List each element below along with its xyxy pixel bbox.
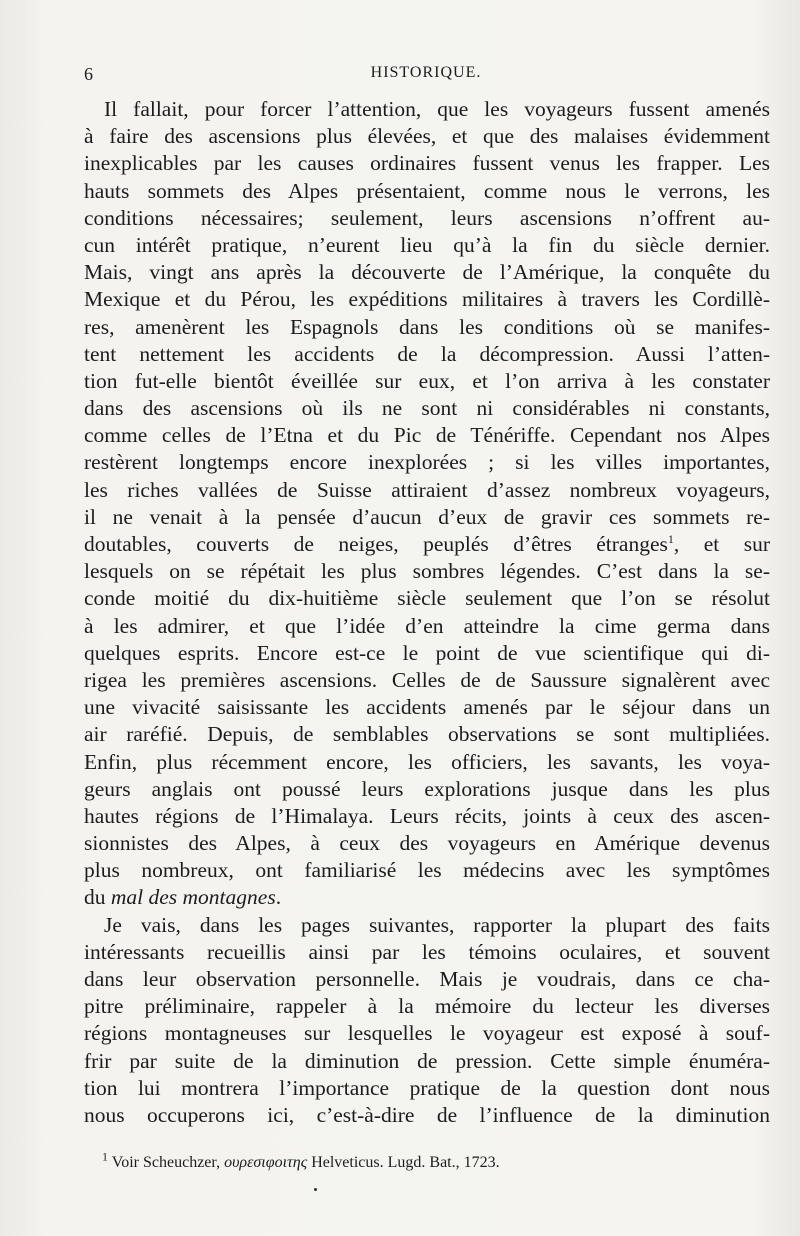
text-line: à faire des ascensions plus élevées, et que des malaises évidemment bbox=[84, 124, 770, 149]
text-line: comme celles de l’Etna et du Pic de Ténériffe. Cependant nos Alpes bbox=[84, 423, 770, 448]
footnote-text: Voir Scheuchzer, bbox=[111, 1154, 221, 1171]
text-line bbox=[84, 531, 770, 558]
text-line: sionnistes des Alpes, à ceux des voyageurs en Amérique devenus bbox=[84, 831, 770, 856]
text-line: tion fut-elle bientôt éveillée sur eux, et l’on arriva à les constater bbox=[84, 368, 770, 393]
footnote-greek-word: ουρεσιφοιτης bbox=[224, 1154, 308, 1171]
body-text bbox=[84, 96, 770, 1129]
running-head: HISTORIQUE. bbox=[370, 64, 482, 81]
text-line: à les admirer, et que l’idée d’en atteindre la cime germa dans bbox=[84, 613, 770, 638]
text-segment: . bbox=[275, 885, 282, 910]
text-line: les riches vallées de Suisse attiraient d’assez nombreux voyageurs, bbox=[84, 477, 770, 502]
text-line: res, amenèrent les Espagnols dans les conditions où se manifes- bbox=[84, 314, 770, 339]
text-line: régions montagneuses sur lesquelles le voyageur est exposé à souf- bbox=[84, 1021, 770, 1046]
text-line: Mexique et du Pérou, les expéditions militaires à travers les Cordillè- bbox=[84, 287, 770, 312]
text-line: nous occuperons ici, c’est-à-dire de l’influence de la diminution bbox=[84, 1102, 770, 1127]
text-segment: doutables, couverts de neiges, peuplés d’êtres étranges bbox=[84, 532, 668, 556]
text-line: hautes régions de l’Himalaya. Leurs récits, joints à ceux des ascen- bbox=[84, 803, 770, 828]
text-line: pitre préliminaire, rappeler à la mémoire du lecteur les diverses bbox=[84, 994, 770, 1019]
footnote-number: 1 bbox=[102, 1149, 108, 1164]
footnote bbox=[102, 1149, 752, 1172]
text-line: air raréfié. Depuis, de semblables observations se sont multipliées. bbox=[84, 722, 770, 747]
text-line: quelques esprits. Encore est-ce le point de vue scientifique qui di- bbox=[84, 640, 770, 665]
text-line: geurs anglais ont poussé leurs explorations jusque dans les plus bbox=[84, 776, 770, 801]
text-line: Il fallait, pour forcer l’attention, que les voyageurs fussent amenés bbox=[104, 97, 770, 121]
page-number: 6 bbox=[84, 64, 93, 84]
text-line: Je vais, dans les pages suivantes, rapporter la plupart des faits bbox=[104, 912, 770, 937]
text-line: une vivacité saisissante les accidents amenés par le séjour dans un bbox=[84, 695, 770, 720]
text-line: tion lui montrera l’importance pratique de la question dont nous bbox=[84, 1075, 770, 1100]
text-line: dans leur observation personnelle. Mais je voudrais, dans ce cha- bbox=[84, 967, 770, 991]
text-line: hauts sommets des Alpes présentaient, comme nous le verrons, les bbox=[84, 178, 770, 203]
footnote-marker: 1 bbox=[667, 531, 674, 546]
paragraph-2 bbox=[84, 912, 770, 1130]
text-segment: du bbox=[84, 885, 106, 910]
text-line: lesquels on se répétait les plus sombres légendes. C’est dans la se- bbox=[84, 559, 770, 584]
text-line: inexplicables par les causes ordinaires fussent venus les frapper. Les bbox=[84, 151, 770, 176]
text-line: conditions nécessaires; seulement, leurs ascensions n’offrent au- bbox=[84, 205, 770, 230]
text-line: Enfin, plus récemment encore, les officiers, les savants, les voya- bbox=[84, 749, 770, 774]
text-line: dans des ascensions où ils ne sont ni considérables ni constants, bbox=[84, 396, 770, 421]
italic-phrase: mal des montagnes bbox=[110, 885, 276, 910]
text-line: tent nettement les accidents de la décompression. Aussi l’atten- bbox=[84, 341, 770, 366]
text-line: intéressants recueillis ainsi par les témoins oculaires, et souvent bbox=[84, 939, 770, 964]
ink-speck bbox=[314, 1188, 317, 1191]
text-line: plus nombreux, ont familiarisé les médecins avec les symptômes bbox=[84, 858, 770, 883]
text-line: frir par suite de la diminution de pression. Cette simple énuméra- bbox=[84, 1048, 770, 1073]
text-line: cun intérêt pratique, n’eurent lieu qu’à la fin du siècle dernier. bbox=[84, 232, 770, 257]
text-line: Mais, vingt ans après la découverte de l’Amérique, la conquête du bbox=[84, 260, 770, 285]
text-line: rigea les premières ascensions. Celles de de Saussure signalèrent avec bbox=[84, 667, 770, 692]
text-line: conde moitié du dix-huitième siècle seulement que l’on se résolut bbox=[84, 586, 770, 611]
text-line bbox=[84, 884, 770, 911]
text-segment: , et sur bbox=[673, 532, 770, 556]
text-line: restèrent longtemps encore inexplorées ; si les villes importantes, bbox=[84, 450, 770, 475]
page-header bbox=[84, 64, 768, 88]
paragraph-1 bbox=[84, 96, 770, 912]
text-line: il ne venait à la pensée d’aucun d’eux de gravir ces sommets re- bbox=[84, 504, 770, 529]
footnote-text: Helveticus. Lugd. Bat., 1723. bbox=[311, 1154, 500, 1171]
